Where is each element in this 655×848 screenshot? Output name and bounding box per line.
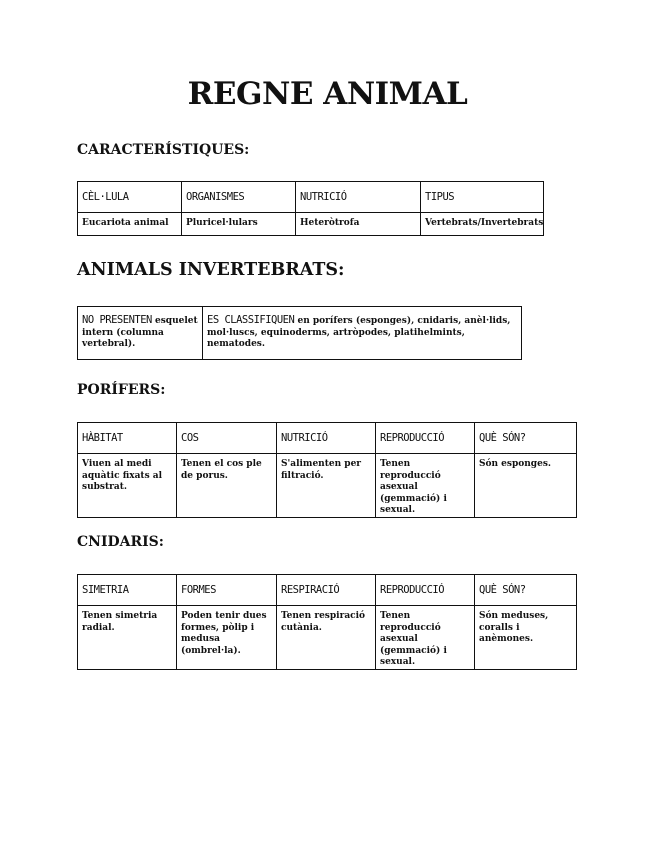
cell-nutricio: S'alimenten per filtració. xyxy=(277,454,376,518)
header-respiracio: RESPIRACIÓ xyxy=(277,575,376,606)
cell-1-caps: NO PRESENTEN xyxy=(82,314,152,326)
cell-1-text: esquelet intern (columna vertebral). xyxy=(82,316,198,349)
cell-cellula: Eucariota animal xyxy=(78,213,182,236)
cell-2-text: en porífers (esponges), cnidaris, anèl·lids, mol·luscs, equinoderms, artròpodes, platihelmints, nematodes. xyxy=(207,316,511,349)
header-habitat: HÀBITAT xyxy=(78,423,177,454)
invertebrats-cell-2 xyxy=(203,307,522,360)
cell-reproduccio: Tenen reproducció asexual (gemmació) i sexual. xyxy=(376,606,475,670)
invertebrats-table xyxy=(77,306,522,360)
caracteristiques-table xyxy=(77,181,544,236)
cell-reproduccio: Tenen reproducció asexual (gemmació) i sexual. xyxy=(376,454,475,518)
cnidaris-table xyxy=(77,574,577,670)
header-tipus: TIPUS xyxy=(421,182,544,213)
cell-cos: Tenen el cos ple de porus. xyxy=(177,454,277,518)
cell-formes: Poden tenir dues formes, pòlip i medusa (ombrel·la). xyxy=(177,606,277,670)
cell-respiracio: Tenen respiració cutània. xyxy=(277,606,376,670)
cell-que-son: Són esponges. xyxy=(475,454,577,518)
caracteristiques-heading: CARACTERÍSTIQUES: xyxy=(77,142,250,158)
cell-nutricio: Heteròtrofa xyxy=(296,213,421,236)
header-formes: FORMES xyxy=(177,575,277,606)
header-organismes: ORGANISMES xyxy=(182,182,296,213)
header-reproduccio: REPRODUCCIÓ xyxy=(376,423,475,454)
header-reproduccio: REPRODUCCIÓ xyxy=(376,575,475,606)
cell-que-son: Són meduses, coralls i anèmones. xyxy=(475,606,577,670)
cell-simetria: Tenen simetria radial. xyxy=(78,606,177,670)
invertebrats-heading: ANIMALS INVERTEBRATS: xyxy=(77,260,345,280)
header-cos: COS xyxy=(177,423,277,454)
header-cellula: CÈL·LULA xyxy=(78,182,182,213)
cnidaris-heading: CNIDARIS: xyxy=(77,534,164,550)
porifers-table xyxy=(77,422,577,518)
cell-habitat: Viuen al medi aquàtic fixats al substrat. xyxy=(78,454,177,518)
porifers-heading: PORÍFERS: xyxy=(77,382,166,398)
header-nutricio: NUTRICIÓ xyxy=(277,423,376,454)
cell-tipus: Vertebrats/Invertebrats xyxy=(421,213,544,236)
header-nutricio: NUTRICIÓ xyxy=(296,182,421,213)
header-simetria: SIMETRIA xyxy=(78,575,177,606)
cell-organismes: Pluricel·lulars xyxy=(182,213,296,236)
cell-2-caps: ES CLASSIFIQUEN xyxy=(207,314,295,326)
header-que-son: QUÈ SÓN? xyxy=(475,575,577,606)
header-que-son: QUÈ SÓN? xyxy=(475,423,577,454)
page-title: REGNE ANIMAL xyxy=(187,76,468,112)
invertebrats-cell-1 xyxy=(78,307,203,360)
